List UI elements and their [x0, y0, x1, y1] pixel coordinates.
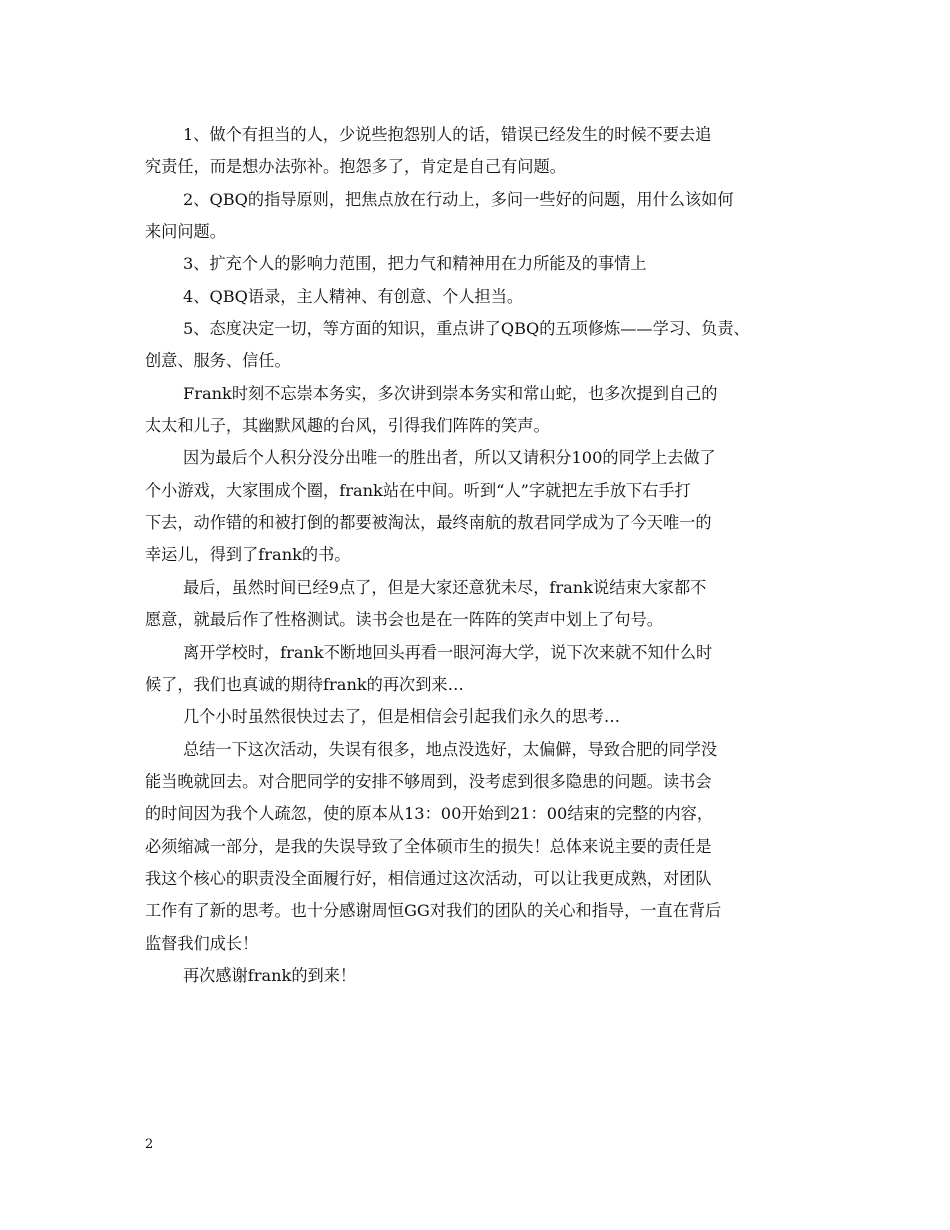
text-line: 1、做个有担当的人，少说些抱怨别人的话，错误已经发生的时候不要去追	[183, 125, 712, 144]
text-line: 究责任，而是想办法弥补。抱怨多了，肯定是自己有问题。	[145, 157, 566, 177]
text-line: 愿意，就最后作了性格测试。读书会也是在一阵阵的笑声中划上了句号。	[145, 610, 663, 630]
text-line: 的时间因为我个人疏忽，使的原本从13：00开始到21：00结束的完整的内容，	[145, 804, 714, 824]
text-line: 创意、服务、信任。	[145, 351, 291, 371]
text-line: 再次感谢frank的到来！	[183, 965, 357, 985]
text-line: 我这个核心的职责没全面履行好，相信通过这次活动，可以让我更成熟，对团队	[145, 868, 712, 888]
text-line: 幸运儿，得到了frank的书。	[145, 545, 351, 565]
text-line: 5、态度决定一切，等方面的知识，重点讲了QBQ的五项修炼——学习、负责、	[183, 319, 750, 339]
text-line: Frank时刻不忘崇本务实，多次讲到崇本务实和常山蛇，也多次提到自己的	[183, 383, 718, 403]
text-line: 监督我们成长！	[145, 933, 259, 953]
text-line: 下去，动作错的和被打倒的都要被淘汰，最终南航的敖君同学成为了今天唯一的	[145, 513, 712, 533]
text-line: 来问问题。	[145, 222, 226, 242]
text-line: 太太和儿子，其幽默风趣的台风，引得我们阵阵的笑声。	[145, 416, 550, 436]
text-line: 3、扩充个人的影响力范围，把力气和精神用在力所能及的事情上	[183, 254, 647, 274]
page-number: 2	[145, 1137, 154, 1152]
text-line: 总结一下这次活动，失误有很多，地点没选好，太偏僻，导致合肥的同学没	[183, 739, 718, 759]
text-line: 能当晚就回去。对合肥同学的安排不够周到，没考虑到很多隐患的问题。读书会	[145, 771, 712, 791]
text-line: 因为最后个人积分没分出唯一的胜出者，所以又请积分100的同学上去做了	[183, 448, 716, 468]
text-line: 工作有了新的思考。也十分感谢周恒GG对我们的团队的关心和指导，一直在背后	[145, 901, 722, 921]
text-line: 4、QBQ语录，主人精神、有创意、个人担当。	[183, 286, 524, 306]
document-body	[145, 119, 815, 992]
text-line: 几个小时虽然很快过去了，但是相信会引起我们永久的思考…	[183, 707, 621, 727]
text-line: 最后，虽然时间已经9点了，但是大家还意犹未尽，frank说结束大家都不	[183, 577, 707, 597]
text-line: 候了，我们也真诚的期待frank的再次到来…	[145, 674, 464, 694]
text-line: 个小游戏，大家围成个圈，frank站在中间。听到“人”字就把左手放下右手打	[145, 480, 691, 500]
text-line: 离开学校时，frank不断地回头再看一眼河海大学，说下次来就不知什么时	[183, 642, 713, 662]
text-line: 必须缩减一部分，是我的失误导致了全体硕市生的损失！总体来说主要的责任是	[145, 836, 712, 856]
text-line: 2、QBQ的指导原则，把焦点放在行动上，多问一些好的问题，用什么该如何	[183, 189, 734, 209]
